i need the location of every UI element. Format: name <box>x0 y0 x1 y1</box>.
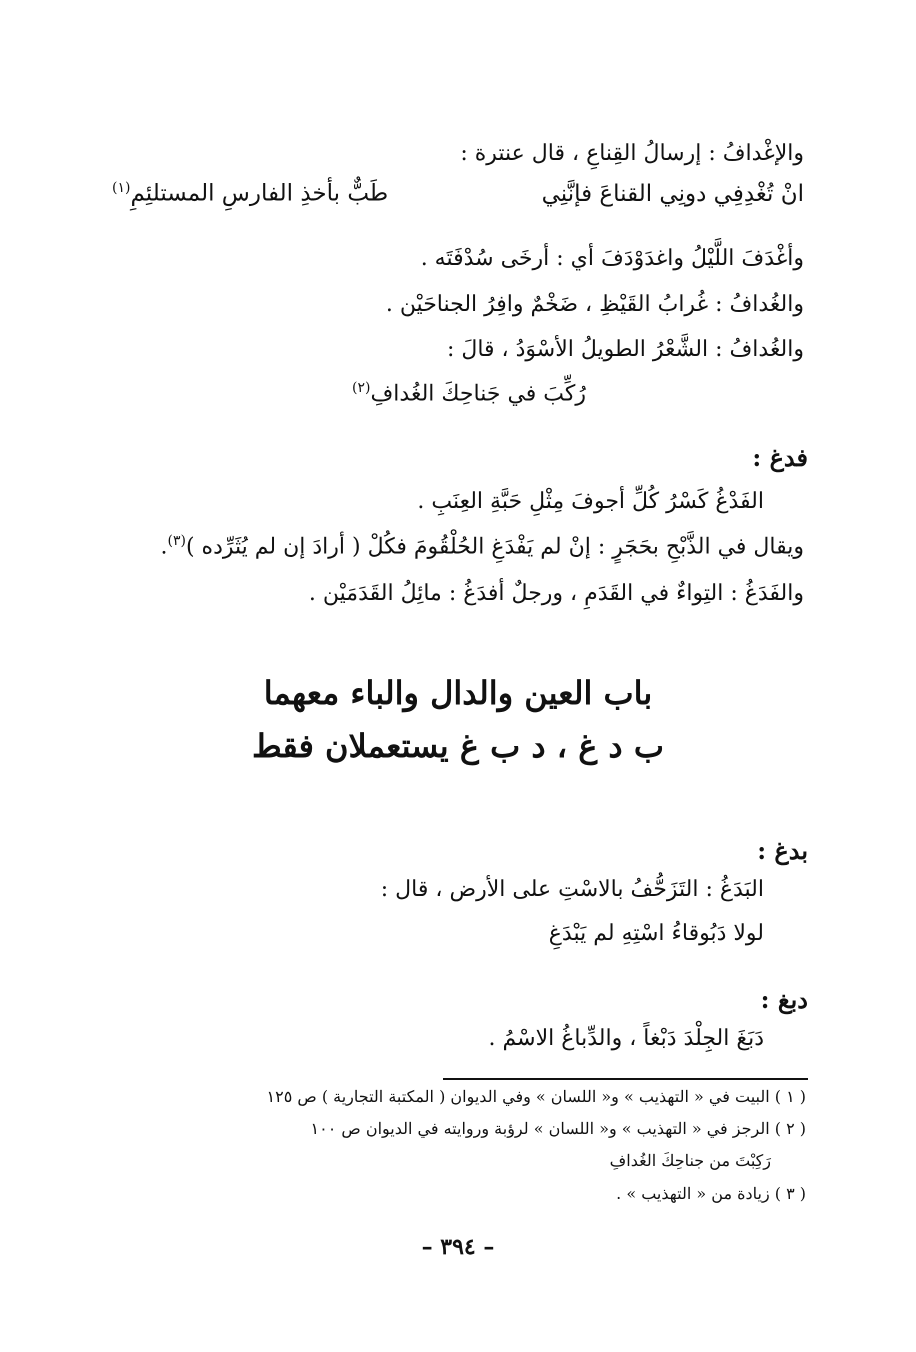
chapter-title-line1: باب العين والدال والباء معهما <box>263 674 653 712</box>
entry-aghdaf-layl: وأغْدَفَ اللَّيْلُ واغدَوْدَفَ أي : أرخَى سُدْفَتَه . <box>420 246 804 271</box>
verse-second-hemistich-text: طَبٌّ بأخذِ الفارسِ المستلئِمِ <box>130 180 389 207</box>
fadagh-foot-line: والفَدَغُ : التِواءٌ في القَدَمِ ، ورجلٌ أفدَغُ : مائِلُ القَدَمَيْن . <box>308 581 804 606</box>
footnote-3: ( ٣ ) زيادة من « التهذيب » . <box>616 1184 806 1203</box>
verse-first-hemistich: انْ تُغْدِفِي دونِي القناعَ فإنَّنِي <box>541 180 804 207</box>
footnote-1: ( ١ ) البيت في « التهذيب » و« اللسان » وفي الديوان ( المكتبة التجارية ) ص ١٢٥ <box>266 1087 806 1106</box>
fadagh-slaughter-text: ويقال في الذَّبْحِ بحَجَرٍ : إنْ لم يَفْدَغِ الحُلْقُومَ فكُلْ ( أرادَ إن لم يُثَرِّده ) <box>185 534 804 560</box>
footnote-divider <box>443 1078 808 1080</box>
footnote-2: ( ٢ ) الرجز في « التهذيب » و« اللسان » لرؤبة وروايته في الديوان ص ١٠٠ <box>310 1119 806 1138</box>
footnote-ref-3: (٣) <box>167 533 186 549</box>
badagh-definition: البَدَغُ : التَزَحُّفُ بالاسْتِ على الأرض ، قال : <box>380 877 764 902</box>
verse-second-hemistich <box>112 180 388 207</box>
rajaz-quote <box>352 380 586 408</box>
badagh-verse: لولا دَبُوقاءُ اسْتِهِ لم يَبْدَغِ <box>548 921 764 946</box>
fadagh-definition: الفَدْغُ كَسْرُ كُلِّ أجوفَ مِثْلِ حَبَّةِ العِنَبِ . <box>417 489 764 514</box>
chapter-title-line2: ب د غ ، د ب غ يستعملان فقط <box>252 727 664 765</box>
entry-ghudaf-crow: والغُدافُ : غُرابُ القَيْظِ ، ضَخْمٌ وافِرُ الجناحَيْن . <box>385 292 804 317</box>
fadagh-slaughter-end: . <box>160 534 168 560</box>
entry-ighdaf-definition: والإغْدافُ : إرسالُ القِناعِ ، قال عنترة : <box>460 141 804 166</box>
page-number: – ٣٩٤ – <box>421 1234 495 1260</box>
footnote-ref-1: (١) <box>112 180 131 196</box>
rajaz-quote-text: رُكِّبَ في جَناحِكَ الغُدافِ <box>370 381 586 407</box>
fadagh-slaughter-line <box>161 533 804 561</box>
verse-antara <box>112 180 804 207</box>
footnote-2-quote: رَكِبْتَ من جناحِكَ الغُدافِ <box>609 1151 771 1170</box>
root-heading-badagh: بدغ : <box>757 836 808 865</box>
footnote-ref-2: (٢) <box>352 380 371 396</box>
entry-ghudaf-hair: والغُدافُ : الشَّعْرُ الطويلُ الأسْوَدُ ، قالَ : <box>446 337 804 362</box>
dabagh-definition: دَبَغَ الجِلْدَ دَبْغاً ، والدِّباغُ الاسْمُ . <box>488 1026 764 1051</box>
root-heading-fadagh: فدغ : <box>752 443 808 472</box>
root-heading-dabagh: دبغ : <box>760 985 808 1014</box>
